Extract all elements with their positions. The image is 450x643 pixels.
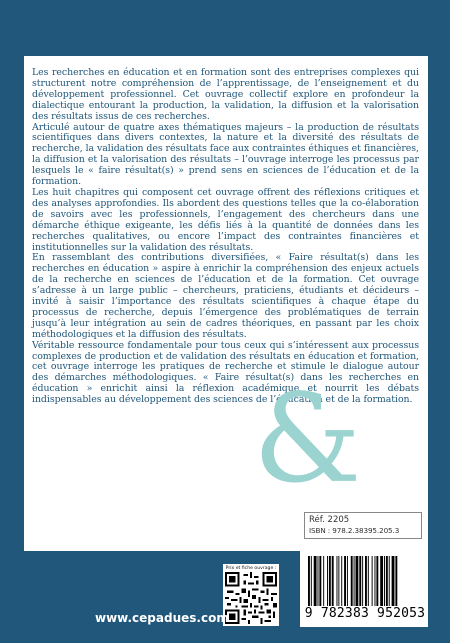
ampersand-ornament: & (253, 368, 362, 510)
qr-code-icon[interactable] (225, 572, 277, 624)
text-panel (24, 56, 428, 551)
barcode-bars-icon (306, 556, 422, 606)
qr-code-block (223, 564, 279, 626)
summary-paragraph-4: En rassemblant des contributions diversifiées, « Faire résultat(s) dans les recherches en éducation » aspire à enrichir la compréhension des enjeux actuels de la recherche en sciences de l’éducation et de la formation. Cet ouvrage s’adresse à un large public – chercheurs, praticiens, étudiants et décideurs – invité à saisir l’importance des résultats scientifiques à chaque étape du processus de recherche, depuis l’émergence des problématiques de terrain jusqu’à leur intégration au sein de cadres théoriques, en passant par les choix méthodologiques et la diffusion des résultats. (32, 252, 419, 340)
isbn: ISBN : 978.2.38395.205.3 (309, 526, 400, 535)
summary-paragraph-3: Les huit chapitres qui composent cet ouvrage offrent des réflexions critiques et des analyses approfondies. Ils abordent des questions telles que la co-élaboration de savoirs avec les professionnels, l’engagement des chercheurs dans une démarche éthique exigeante, les défis liés à la quantité de données dans les recherches qualitatives, ou encore l’impact des contraintes financières et institutionnelles sur la validation des résultats. (32, 186, 419, 253)
reference-number: Réf. 2205 (309, 515, 350, 525)
publisher-website-link[interactable]: www.cepadues.com (95, 611, 229, 625)
summary-text (32, 68, 419, 406)
summary-paragraph-1: Les recherches en éducation et en formation sont des entreprises complexes qui structurent notre compréhension de l’apprentissage, de l’enseignement et du développement professionnel. Cet ouvrage collectif explore en profondeur la dialectique entourant la production, la validation, la diffusion et la valorisation des résultats issus de ces recherches. (32, 67, 419, 122)
summary-paragraph-5: Véritable ressource fondamentale pour tous ceux qui s’intéressent aux processus complexes de production et de validation des résultats en éducation et formation, cet ouvrage interroge les pratiques de recherche et stimule le dialogue autour des démarches méthodologiques. « Faire résultat(s) dans les recherches en éducation » enrichit ainsi la réflexion académique et nourrit les débats indispensables au développement des sciences de l’éducation et de la formation. (32, 339, 419, 406)
qr-label: Prix et fiche ouvrage : (225, 566, 277, 571)
summary-paragraph-2: Articulé autour de quatre axes thématiques majeurs – la production de résultats scientifiques dans divers contextes, la nature et la diversité des résultats de recherche, la validation des résultats face aux contraintes éthiques et financières, la diffusion et la valorisation des résultats – l’ouvrage interroge les processus par lesquels le « faire résultat(s) » prend sens en sciences de l’éducation et de la formation. (32, 121, 419, 188)
barcode (300, 550, 428, 627)
reference-box (304, 512, 422, 539)
barcode-digits: 9 782383 952053 (304, 606, 426, 621)
